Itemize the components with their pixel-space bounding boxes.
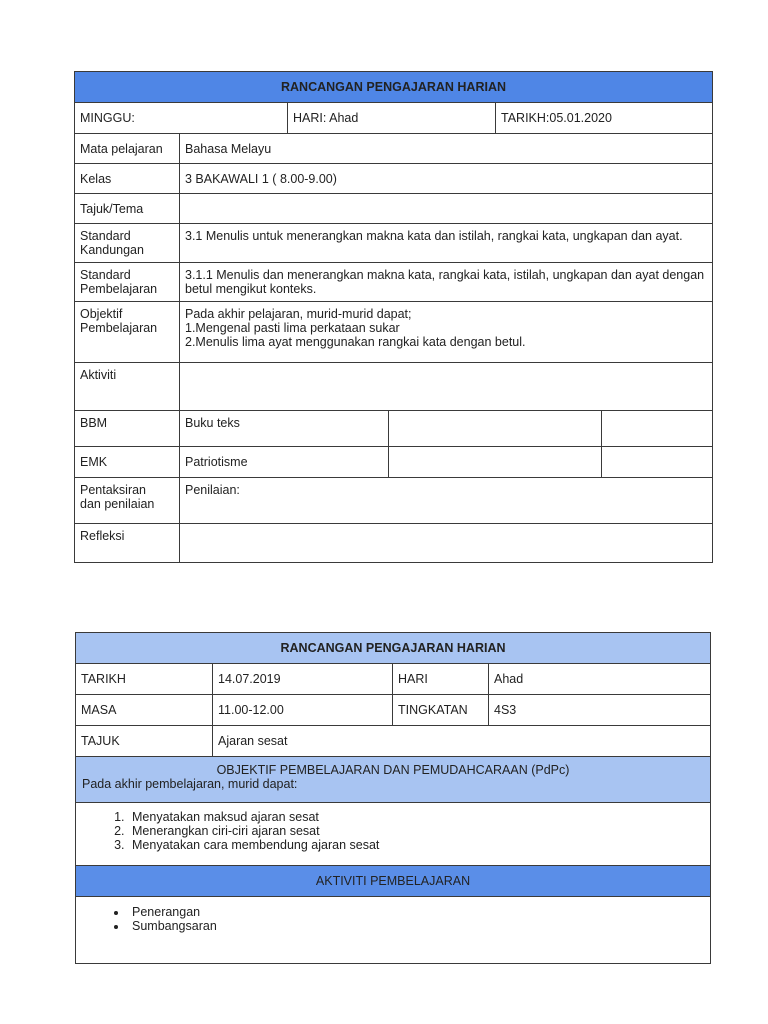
list-item: • Sumbangsaran — [128, 919, 705, 933]
empty-cell — [602, 447, 713, 478]
rph-table-2 — [75, 632, 711, 964]
row-label — [75, 302, 180, 363]
row-label — [75, 224, 180, 263]
label-line: Objektif — [80, 307, 123, 321]
empty-cell — [389, 447, 602, 478]
list-item: 3. Menyatakan cara membendung ajaran sesat — [128, 838, 705, 852]
row-label: Refleksi — [75, 524, 180, 563]
label-line: Pembelajaran — [80, 282, 158, 296]
row-value: 3.1 Menulis untuk menerangkan makna kata dan istilah, rangkai kata, ungkapan dan ayat. — [180, 224, 713, 263]
row-label: Aktiviti — [75, 363, 180, 411]
label-line: Kandungan — [80, 243, 144, 257]
table-title: RANCANGAN PENGAJARAN HARIAN — [75, 72, 713, 103]
objektif-title: OBJEKTIF PEMBELAJARAN DAN PEMUDAHCARAAN (PdPc) — [216, 763, 570, 777]
row-value: 3 BAKAWALI 1 ( 8.00-9.00) — [180, 164, 713, 194]
row-label: MASA — [76, 695, 213, 726]
row-value: 4S3 — [489, 695, 711, 726]
objective-line: 1.Mengenal pasti lima perkataan sukar — [185, 321, 400, 335]
row-value: 11.00-12.00 — [213, 695, 393, 726]
minggu-cell: MINGGU: — [75, 103, 288, 134]
row-value: 14.07.2019 — [213, 664, 393, 695]
row-label: TARIKH — [76, 664, 213, 695]
row-value: Bahasa Melayu — [180, 134, 713, 164]
list-item: 1. Menyatakan maksud ajaran sesat — [128, 810, 705, 824]
label-line: Standard — [80, 229, 131, 243]
list-item: 2. Menerangkan ciri-ciri ajaran sesat — [128, 824, 705, 838]
row-value: Penilaian: — [180, 478, 713, 524]
row-value — [180, 363, 713, 411]
objective-line: Pada akhir pelajaran, murid-murid dapat; — [185, 307, 412, 321]
row-label: Kelas — [75, 164, 180, 194]
tarikh-cell: TARIKH:05.01.2020 — [496, 103, 713, 134]
row-label: TAJUK — [76, 726, 213, 757]
row-label — [75, 263, 180, 302]
row-value — [180, 194, 713, 224]
row-label: Mata pelajaran — [75, 134, 180, 164]
hari-cell: HARI: Ahad — [288, 103, 496, 134]
row-label: EMK — [75, 447, 180, 478]
row-label: BBM — [75, 411, 180, 447]
label-line: dan penilaian — [80, 497, 155, 511]
row-value: Ajaran sesat — [213, 726, 711, 757]
objektif-list-cell — [76, 803, 711, 866]
aktiviti-list-cell — [76, 897, 711, 964]
label-line: Pembelajaran — [80, 321, 158, 335]
label-line: Standard — [80, 268, 131, 282]
label-line: Pentaksiran — [80, 483, 147, 497]
list-item: • Penerangan — [128, 905, 705, 919]
row-value — [180, 524, 713, 563]
rph-table-1 — [74, 71, 713, 563]
table-title: RANCANGAN PENGAJARAN HARIAN — [76, 633, 711, 664]
row-value: 3.1.1 Menulis dan menerangkan makna kata, rangkai kata, istilah, ungkapan dan ayat dengan betul mengikut konteks. — [180, 263, 713, 302]
row-value: Ahad — [489, 664, 711, 695]
row-label — [75, 478, 180, 524]
row-label: Tajuk/Tema — [75, 194, 180, 224]
row-value — [180, 302, 713, 363]
aktiviti-header: AKTIVITI PEMBELAJARAN — [76, 866, 711, 897]
row-label: HARI — [393, 664, 489, 695]
row-label: TINGKATAN — [393, 695, 489, 726]
row-value: Buku teks — [180, 411, 389, 447]
aktiviti-list — [128, 905, 705, 933]
empty-cell — [602, 411, 713, 447]
objektif-intro: Pada akhir pembelajaran, murid dapat: — [82, 777, 298, 791]
objective-line: 2.Menulis lima ayat menggunakan rangkai kata dengan betul. — [185, 335, 526, 349]
objektif-header — [76, 757, 711, 803]
objektif-list — [128, 810, 705, 852]
empty-cell — [389, 411, 602, 447]
row-value: Patriotisme — [180, 447, 389, 478]
